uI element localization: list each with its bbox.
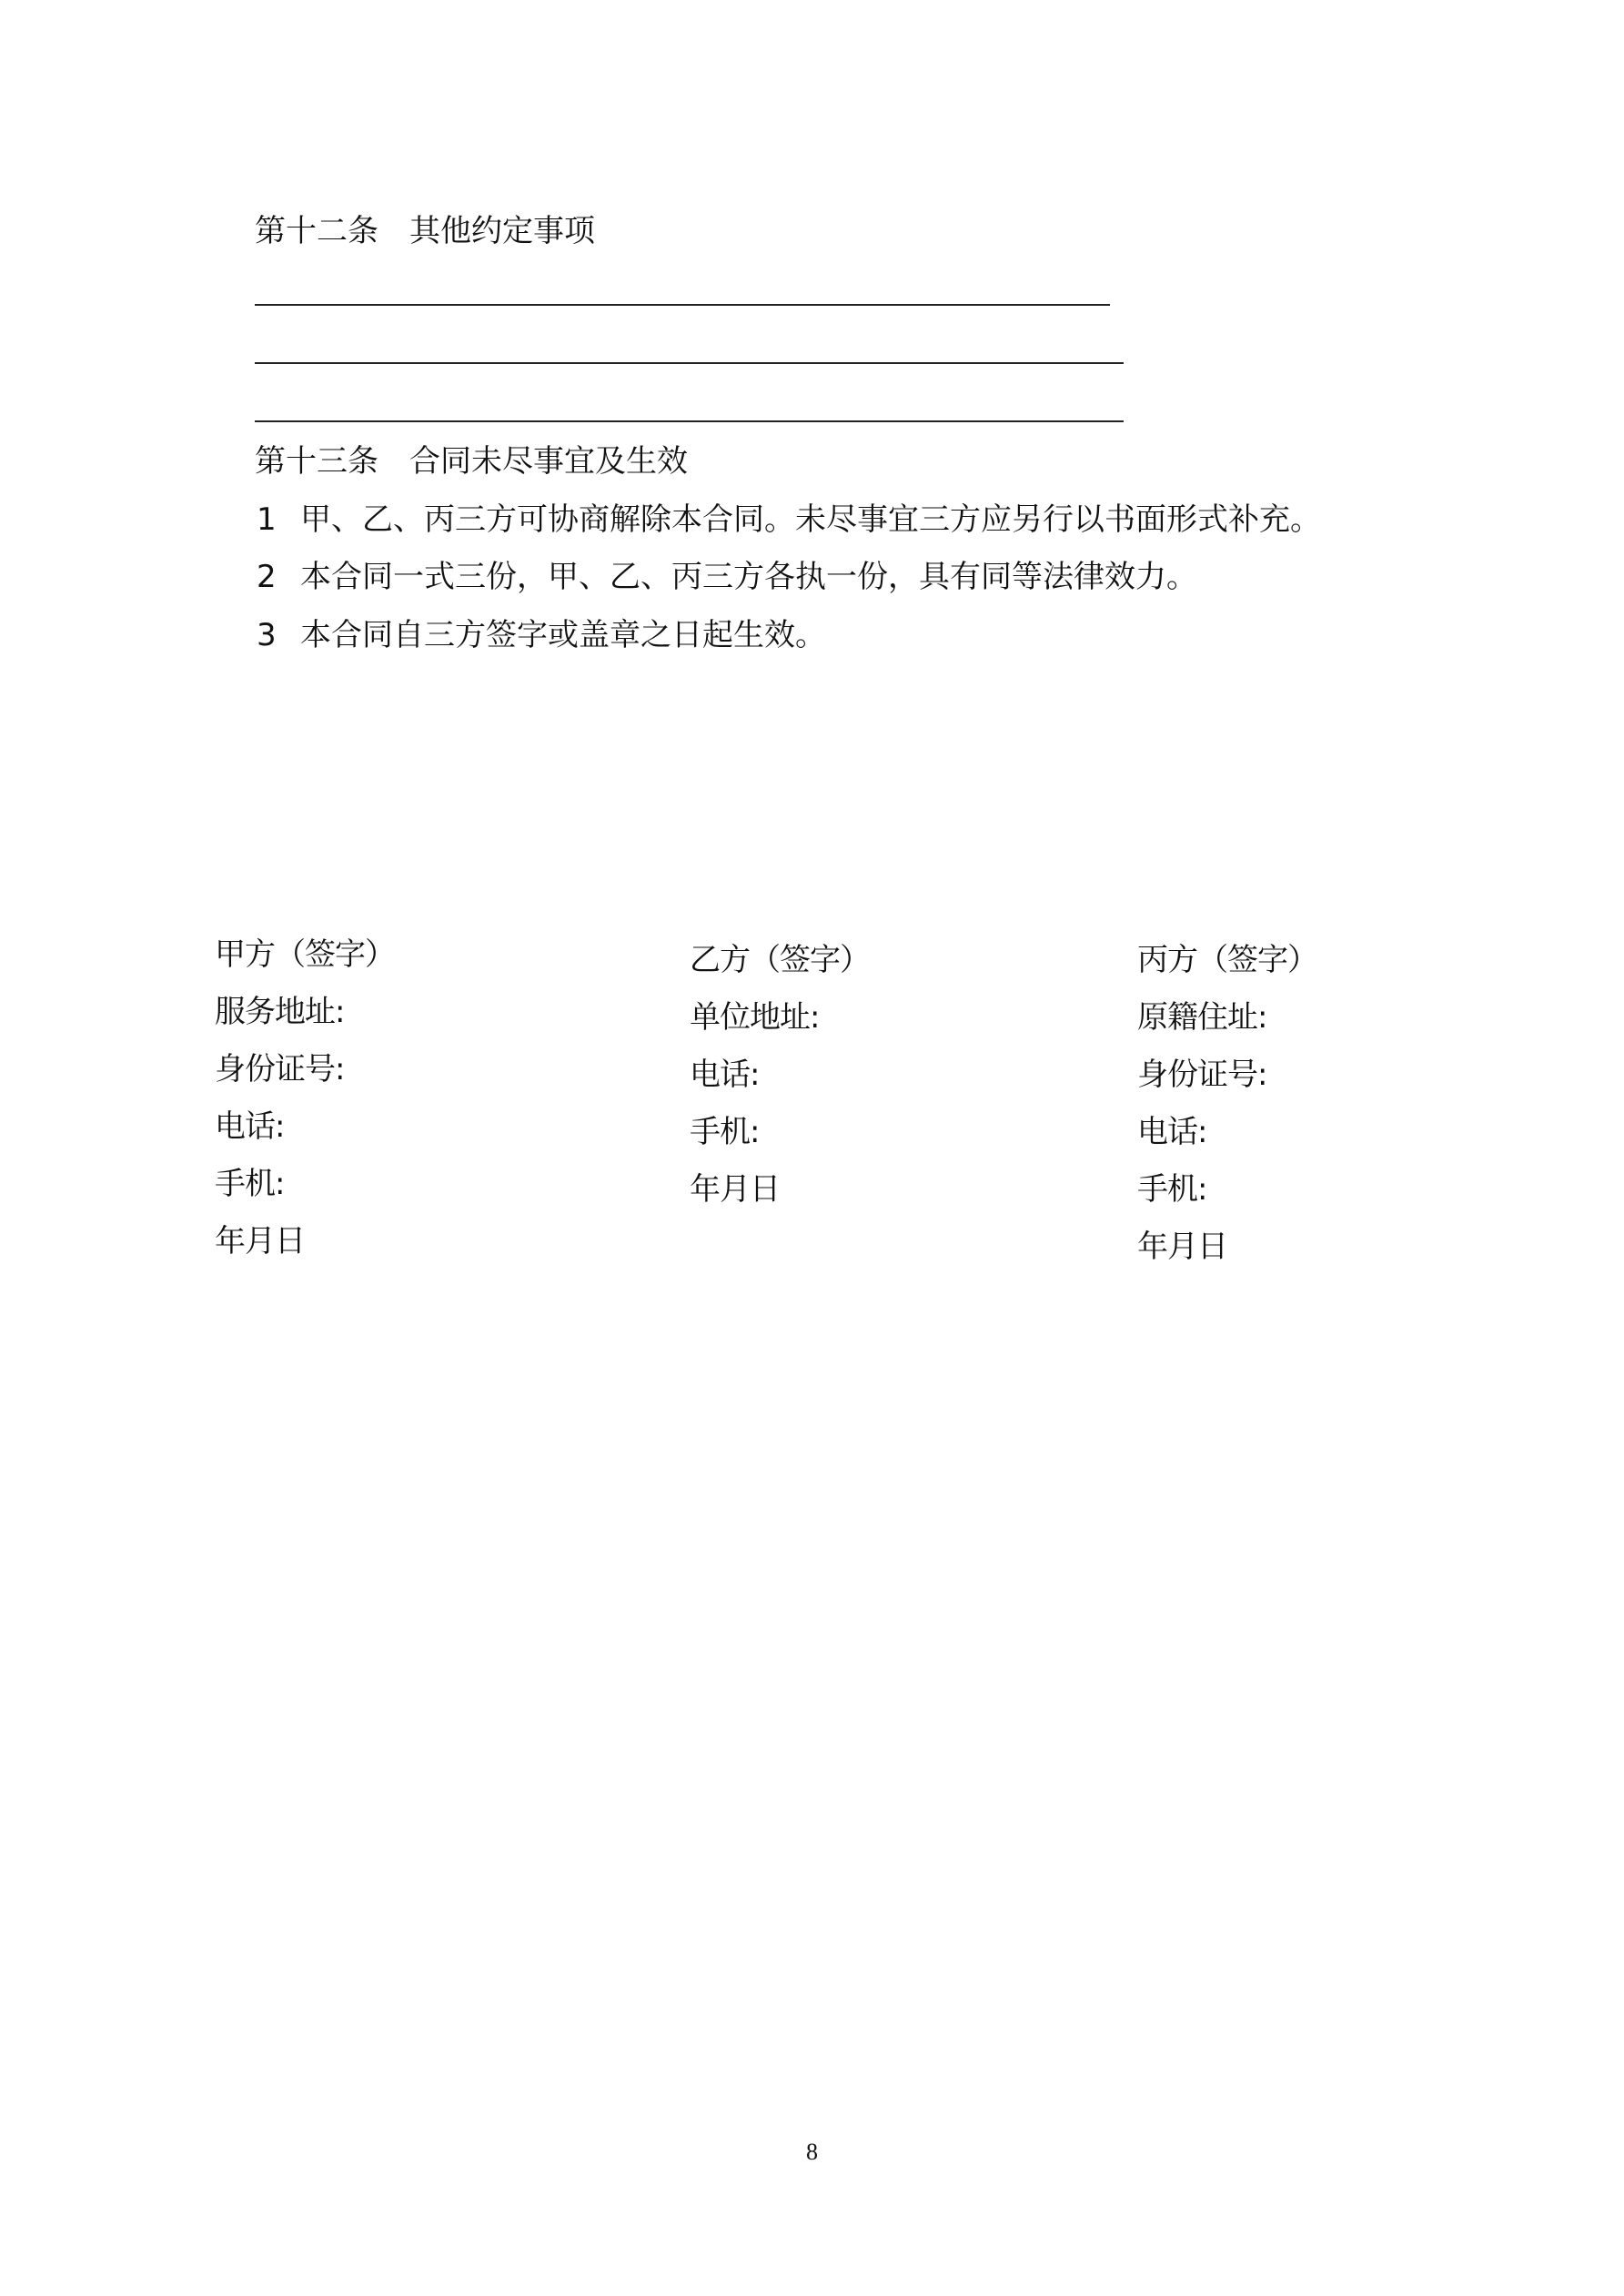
party-c-address-label: 原籍住址:: [1137, 999, 1267, 1036]
fill-in-line: [255, 304, 1110, 306]
party-b-mobile-label: 手机:: [690, 1114, 760, 1150]
party-b-date-label: 年月日: [690, 1171, 780, 1208]
clause-item: [257, 617, 826, 653]
fill-in-line: [255, 420, 1124, 422]
party-b-phone-label: 电话:: [690, 1057, 760, 1093]
party-a-signature-block: [215, 936, 670, 1280]
clause-number: 2: [257, 559, 277, 595]
clause-text: 本合同一式三份，甲、乙、丙三方各执一份，具有同等法律效力。: [300, 559, 1197, 595]
party-c-signature-label: 丙方（签字）: [1137, 942, 1317, 978]
party-a-phone-label: 电话:: [215, 1108, 285, 1145]
clause-item: [257, 559, 1197, 595]
fill-in-line: [255, 362, 1124, 364]
party-a-address-label: 服务地址:: [215, 994, 345, 1030]
party-b-signature-block: [690, 942, 1145, 1229]
clause-item: [257, 501, 1321, 538]
party-a-id-label: 身份证号:: [215, 1051, 345, 1087]
clause-text: 本合同自三方签字或盖章之日起生效。: [300, 617, 826, 653]
party-c-mobile-label: 手机:: [1137, 1171, 1207, 1208]
party-b-address-label: 单位地址:: [690, 999, 820, 1036]
party-a-mobile-label: 手机:: [215, 1166, 285, 1202]
article-13-heading: 第十三条 合同未尽事宜及生效: [255, 443, 688, 480]
party-a-signature-label: 甲方（签字）: [215, 936, 395, 973]
clause-number: 1: [257, 501, 277, 538]
party-a-date-label: 年月日: [215, 1223, 305, 1259]
page-number: 8: [806, 2139, 818, 2165]
party-c-signature-block: [1137, 942, 1592, 1286]
article-12-heading: 第十二条 其他约定事项: [255, 213, 595, 249]
party-c-date-label: 年月日: [1137, 1229, 1227, 1265]
clause-number: 3: [257, 617, 277, 653]
party-b-signature-label: 乙方（签字）: [690, 942, 870, 978]
party-c-id-label: 身份证号:: [1137, 1057, 1267, 1093]
party-c-phone-label: 电话:: [1137, 1114, 1207, 1150]
clause-text: 甲、乙、丙三方可协商解除本合同。未尽事宜三方应另行以书面形式补充。: [300, 501, 1321, 538]
